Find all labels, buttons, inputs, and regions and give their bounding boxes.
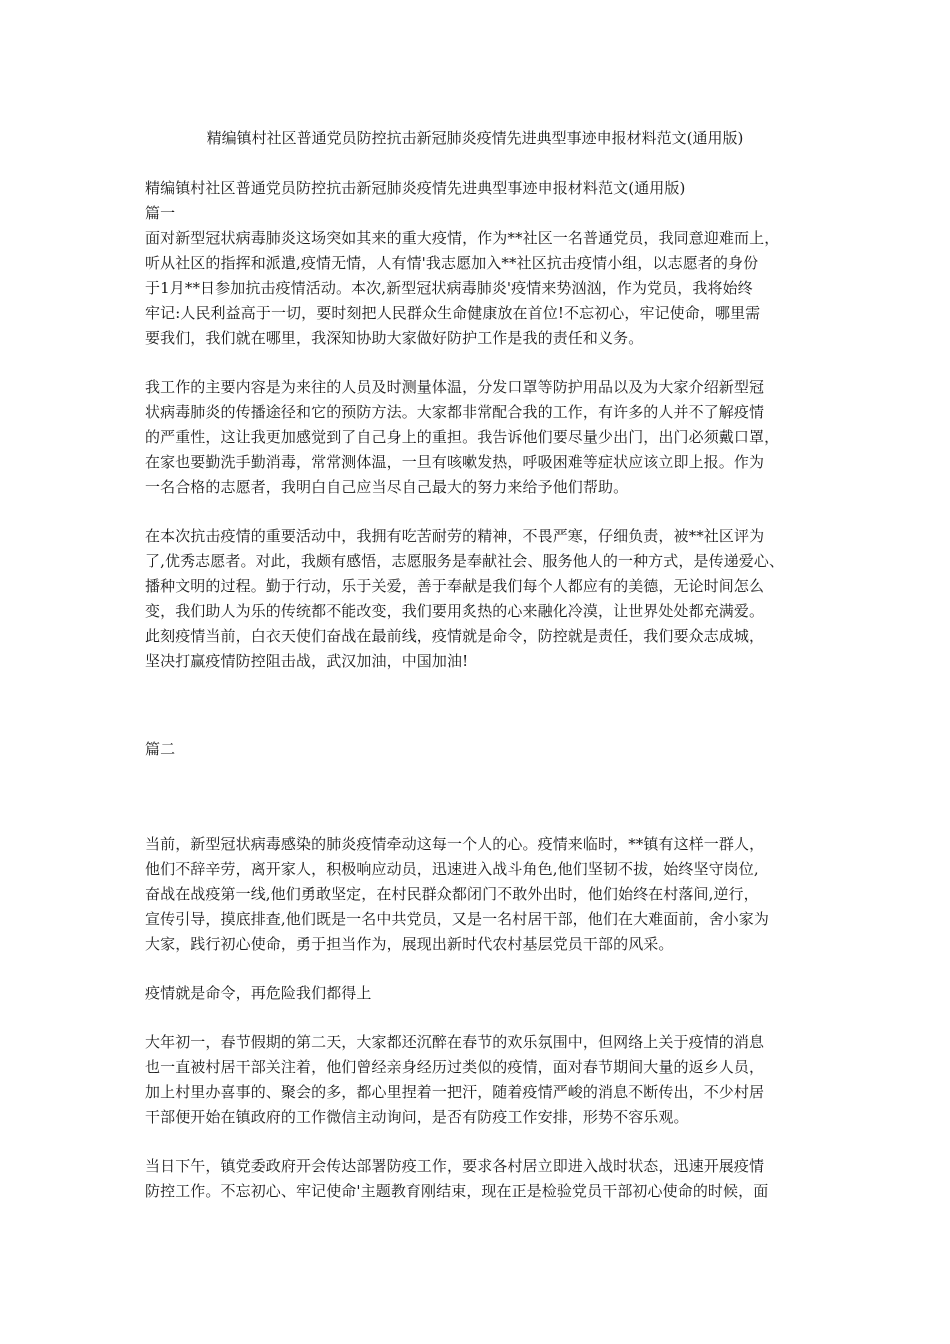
paragraph-3 [145,524,815,674]
text-line: 也一直被村居干部关注着，他们曾经亲身经历过类似的疫情，面对春节期间大量的返乡人员， [145,1058,765,1076]
text-line: 此刻疫情当前，白衣天使们奋战在最前线，疫情就是命令，防控就是责任，我们要众志成城， [145,627,765,645]
paragraph-7 [145,1154,815,1204]
text-line: 要我们，我们就在哪里，我深知协助大家做好防护工作是我的责任和义务。 [145,329,644,347]
text-line: 牢记:人民利益高于一切，要时刻把人民群众生命健康放在首位!不忘初心，牢记使命，哪里需 [145,304,761,322]
text-line: 状病毒肺炎的传播途径和它的预防方法。大家都非常配合我的工作，有许多的人并不了解疫情 [145,403,765,421]
text-line: 听从社区的指挥和派遣,疫情无情，人有情'我志愿加入**社区抗击疫情小组，以志愿者的身份 [145,254,759,272]
text-line: 大家，践行初心使命，勇于担当作为，展现出新时代农村基层党员干部的风采。 [145,935,674,953]
text-line: 坚决打赢疫情防控阻击战，武汉加油，中国加油! [145,652,469,670]
text-line: 在本次抗击疫情的重要活动中，我拥有吃苦耐劳的精神，不畏严寒，仔细负责，被**社区评为 [145,527,765,545]
text-line: 我工作的主要内容是为来往的人员及时测量体温，分发口罩等防护用品以及为大家介绍新型冠 [145,378,765,396]
text-line: 变，我们助人为乐的传统都不能改变，我们要用炙热的心来融化冷漠，让世界处处都充满爱。 [145,602,765,620]
text-line: 了,优秀志愿者。对此，我颇有感悟，志愿服务是奉献社会、服务他人的一种方式，是传递爱心、 [145,552,785,570]
text-line: 大年初一，春节假期的第二天，大家都还沉醉在春节的欢乐氛围中，但网络上关于疫情的消息 [145,1033,765,1051]
section-heading-1: 篇一 [145,204,176,222]
text-line: 宣传引导，摸底排查,他们既是一名中共党员，又是一名村居干部，他们在大难面前，舍小家为 [145,910,769,928]
document-title: 精编镇村社区普通党员防控抗击新冠肺炎疫情先进典型事迹申报材料范文(通用版) [206,129,744,147]
document-body [145,176,815,1204]
text-line: 奋战在战疫第一线,他们勇敢坚定，在村民群众都闭门不敢外出时，他们始终在村落间,逆行， [145,885,759,903]
paragraph-1 [145,226,815,351]
section-heading-2: 篇二 [145,740,176,758]
text-line: 于1月**日参加抗击疫情活动。本次,新型冠状病毒肺炎'疫情来势汹汹，作为党员，我将始终 [145,279,753,297]
paragraph-2 [145,375,815,500]
paragraph-4 [145,832,815,957]
text-line: 加上村里办喜事的、聚会的多，都心里捏着一把汗，随着疫情严峻的消息不断传出，不少村居 [145,1083,765,1101]
text-line: 他们不辞辛劳，离开家人，积极响应动员，迅速进入战斗角色,他们坚韧不拔，始终坚守岗位, [145,860,759,878]
text-line: 干部便开始在镇政府的工作微信主动询问，是否有防疫工作安排，形势不容乐观。 [145,1108,689,1126]
text-line: 当前，新型冠状病毒感染的肺炎疫情牵动这每一个人的心。疫情来临时，**镇有这样一群人， [145,835,765,853]
text-line: 面对新型冠状病毒肺炎这场突如其来的重大疫情，作为**社区一名普通党员，我同意迎难而上， [145,229,780,247]
paragraph-6 [145,1030,815,1130]
text-line: 一名合格的志愿者，我明白自己应当尽自己最大的努力来给予他们帮助。 [145,478,629,496]
text-line: 疫情就是命令，再危险我们都得上 [145,984,372,1002]
text-line: 播种文明的过程。勤于行动，乐于关爱，善于奉献是我们每个人都应有的美德，无论时间怎么 [145,577,765,595]
text-line: 在家也要勤洗手勤消毒，常常测体温，一旦有咳嗽发热，呼吸困难等症状应该立即上报。作为 [145,453,765,471]
text-line: 当日下午，镇党委政府开会传达部署防疫工作，要求各村居立即进入战时状态，迅速开展疫情 [145,1157,765,1175]
text-line: 的严重性，这让我更加感觉到了自己身上的重担。我告诉他们要尽量少出门，出门必须戴口罩， [145,428,780,446]
paragraph-5 [145,981,815,1006]
text-line: 防控工作。不忘初心、牢记使命'主题教育刚结束，现在正是检验党员干部初心使命的时候，面 [145,1182,769,1200]
document-subtitle: 精编镇村社区普通党员防控抗击新冠肺炎疫情先进典型事迹申报材料范文(通用版) [145,179,686,197]
